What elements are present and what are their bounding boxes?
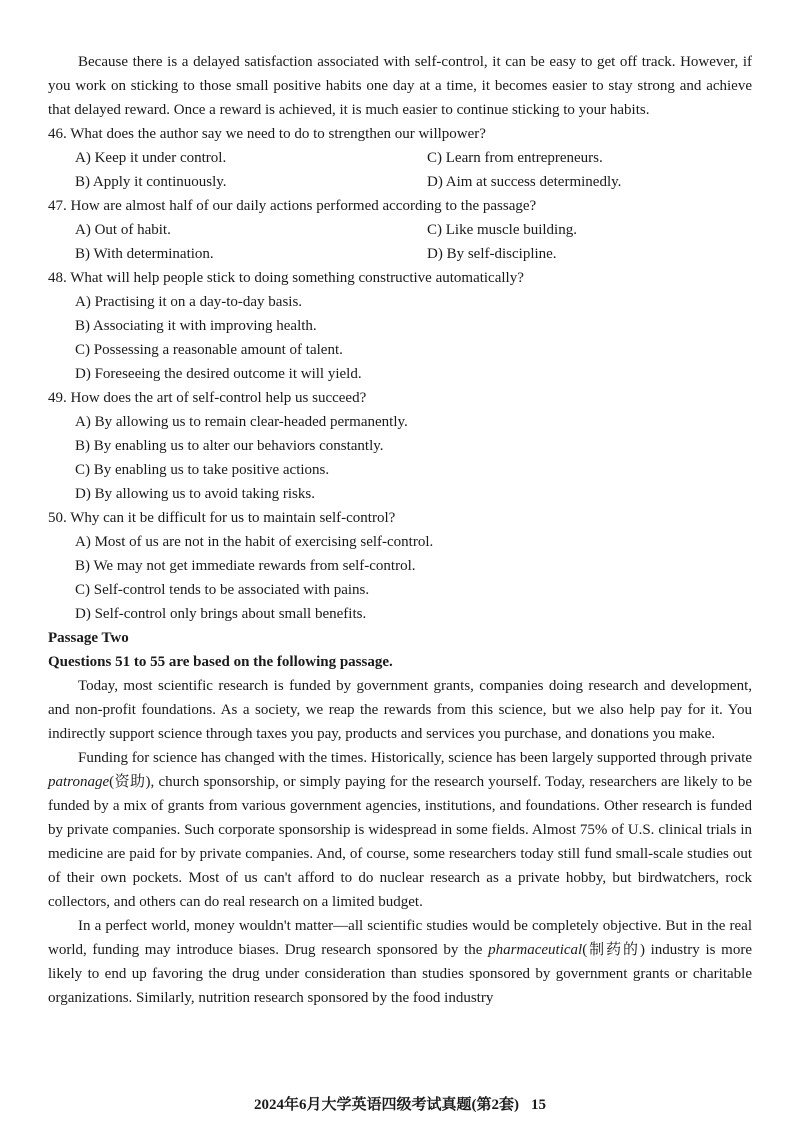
passage-two-paragraph-3 (48, 914, 752, 1010)
italic-term: patronage (48, 774, 110, 790)
option-a[interactable]: A) Keep it under control. (75, 150, 227, 166)
option-b[interactable]: B) With determination. (75, 246, 214, 262)
question-stem: 46. What does the author say we need to do to strengthen our willpower? (48, 126, 486, 142)
option-c[interactable]: C) By enabling us to take positive actions. (75, 462, 330, 478)
page-footer (0, 1093, 800, 1114)
options-grid (48, 146, 752, 194)
option-d[interactable]: D) By self-discipline. (427, 246, 557, 262)
option-b[interactable]: B) We may not get immediate rewards from self-control. (75, 558, 416, 574)
option-a[interactable]: A) By allowing us to remain clear-headed permanently. (75, 414, 408, 430)
chinese-gloss: (制药的) (582, 942, 645, 958)
question-49 (48, 386, 752, 506)
paragraph-text: , church sponsorship, or simply paying for the research yourself. Today, researchers are likely to be funded by a mix of grants from various government agencies, institutions, and foundations. Other research is funded by private companies. Such corporate sponsorship is widespread in some fields. Almost 75% of U.S. clinical trials in medicine are paid for by private companies. And, of course, some researchers today still fund small-scale studies out of their own pockets. Most of us can't afford to do nuclear research as a private hobby, but birdwatchers, rock collectors, and others can do real research on a limited budget. (48, 774, 752, 910)
paragraph-text: industry is more likely to end up favoring the drug under consideration than studies sponsored by government grants or charitable organizations. Similarly, nutrition research sponsored by the food industry (48, 942, 752, 1006)
option-a[interactable]: A) Most of us are not in the habit of exercising self-control. (75, 534, 434, 550)
option-a[interactable]: A) Practising it on a day-to-day basis. (75, 294, 303, 310)
paragraph-text: Funding for science has changed with the times. Historically, science has been largely supported through private (78, 750, 752, 766)
options-list (48, 290, 752, 386)
options-list (48, 530, 752, 626)
passage-two-heading: Passage Two (48, 630, 129, 646)
options-list (48, 410, 752, 506)
question-stem: 50. Why can it be difficult for us to maintain self-control? (48, 510, 396, 526)
options-grid (48, 218, 752, 266)
footer-title: 2024年6月大学英语四级考试真题(第2套) (254, 1097, 519, 1113)
option-d[interactable]: D) Aim at success determinedly. (427, 174, 622, 190)
question-stem: 48. What will help people stick to doing something constructive automatically? (48, 270, 524, 286)
page-number: 15 (531, 1097, 546, 1113)
option-b[interactable]: B) By enabling us to alter our behaviors constantly. (75, 438, 384, 454)
option-c[interactable]: C) Self-control tends to be associated with pains. (75, 582, 370, 598)
passage-one-final-paragraph: Because there is a delayed satisfaction associated with self-control, it can be easy to get off track. However, if you work on sticking to those small positive habits one day at a time, it becomes easier to stay strong and achieve that delayed reward. Once a reward is achieved, it is much easier to continue sticking to your habits. (48, 54, 752, 118)
paragraph-text: In a perfect world, money wouldn't matter—all scientific studies would be completely objective. But in the real world, funding may introduce biases. Drug research sponsored by the (48, 918, 752, 958)
passage-two-paragraph-2 (48, 746, 752, 914)
passage-two-paragraph-1: Today, most scientific research is funded by government grants, companies doing research and development, and non-profit foundations. As a society, we reap the rewards from this science, but we also help pay for it. You indirectly support science through taxes you pay, products and services you purchase, and donations you make. (48, 678, 752, 742)
option-c[interactable]: C) Possessing a reasonable amount of talent. (75, 342, 343, 358)
question-47 (48, 194, 752, 266)
option-c[interactable]: C) Like muscle building. (427, 222, 577, 238)
option-b[interactable]: B) Apply it continuously. (75, 174, 227, 190)
question-stem: 47. How are almost half of our daily actions performed according to the passage? (48, 198, 537, 214)
question-46 (48, 122, 752, 194)
question-50 (48, 506, 752, 626)
chinese-gloss: (资助) (109, 774, 151, 790)
italic-term: pharmaceutical (488, 942, 583, 958)
option-b[interactable]: B) Associating it with improving health. (75, 318, 317, 334)
option-d[interactable]: D) Self-control only brings about small benefits. (75, 606, 367, 622)
option-a[interactable]: A) Out of habit. (75, 222, 171, 238)
option-d[interactable]: D) By allowing us to avoid taking risks. (75, 486, 315, 502)
question-48 (48, 266, 752, 386)
question-stem: 49. How does the art of self-control help us succeed? (48, 390, 367, 406)
option-c[interactable]: C) Learn from entrepreneurs. (427, 150, 603, 166)
passage-two-instruction: Questions 51 to 55 are based on the following passage. (48, 654, 393, 670)
option-d[interactable]: D) Foreseeing the desired outcome it will yield. (75, 366, 362, 382)
